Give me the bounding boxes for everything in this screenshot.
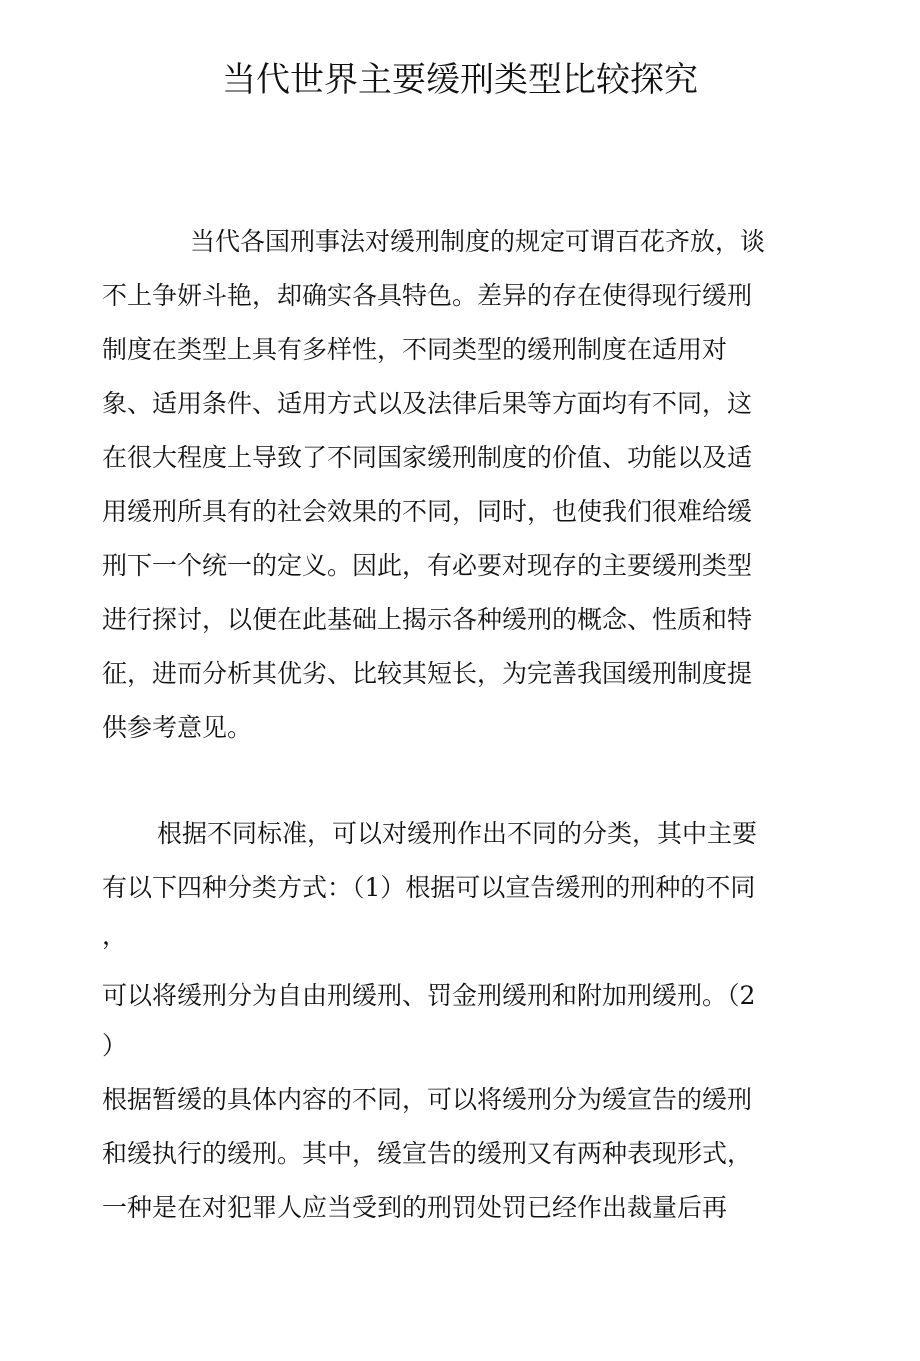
paragraph-2-line-4: 可以将缓刑分为自由刑缓刑、罚金刑缓刑和附加刑缓刑。（2 (102, 981, 756, 1010)
paragraph-2-line-2: 有以下四种分类方式：（1）根据可以宣告缓刑的刑种的不同 (102, 873, 756, 902)
paragraph-1-line-8: 进行探讨，以便在此基础上揭示各种缓刑的概念、性质和特 (102, 605, 753, 634)
paragraph-1-line-5: 在很大程度上导致了不同国家缓刑制度的价值、功能以及适 (102, 443, 753, 472)
paragraph-1-line-7: 刑下一个统一的定义。因此，有必要对现存的主要缓刑类型 (102, 551, 753, 580)
paragraph-2-line-6: 根据暂缓的具体内容的不同，可以将缓刑分为缓宣告的缓刑 (102, 1085, 753, 1114)
paragraph-2-line-3: ， (102, 921, 128, 950)
paragraph-2-line-5: ） (102, 1031, 128, 1060)
paragraph-1-line-6: 用缓刑所具有的社会效果的不同，同时，也使我们很难给缓 (102, 497, 753, 526)
paragraph-1-line-4: 象、适用条件、适用方式以及法律后果等方面均有不同，这 (102, 389, 753, 418)
paragraph-1-line-2: 不上争妍斗艳，却确实各具特色。差异的存在使得现行缓刑 (102, 281, 753, 310)
paragraph-2-line-8: 一种是在对犯罪人应当受到的刑罚处罚已经作出裁量后再 (102, 1193, 728, 1222)
paragraph-1-line-10: 供参考意见。 (102, 713, 253, 742)
paragraph-1-line-1: 当代各国刑事法对缓刑制度的规定可谓百花齐放，谈 (190, 227, 766, 256)
paragraph-1-line-3: 制度在类型上具有多样性，不同类型的缓刑制度在适用对 (102, 335, 728, 364)
paragraph-2-line-7: 和缓执行的缓刑。其中，缓宣告的缓刑又有两种表现形式， (102, 1139, 753, 1168)
paragraph-2-line-1: 根据不同标准，可以对缓刑作出不同的分类，其中主要 (157, 819, 758, 848)
document-title: 当代世界主要缓刑类型比较探究 (222, 60, 698, 100)
paragraph-1-line-9: 征，进而分析其优劣、比较其短长，为完善我国缓刑制度提 (102, 659, 753, 688)
